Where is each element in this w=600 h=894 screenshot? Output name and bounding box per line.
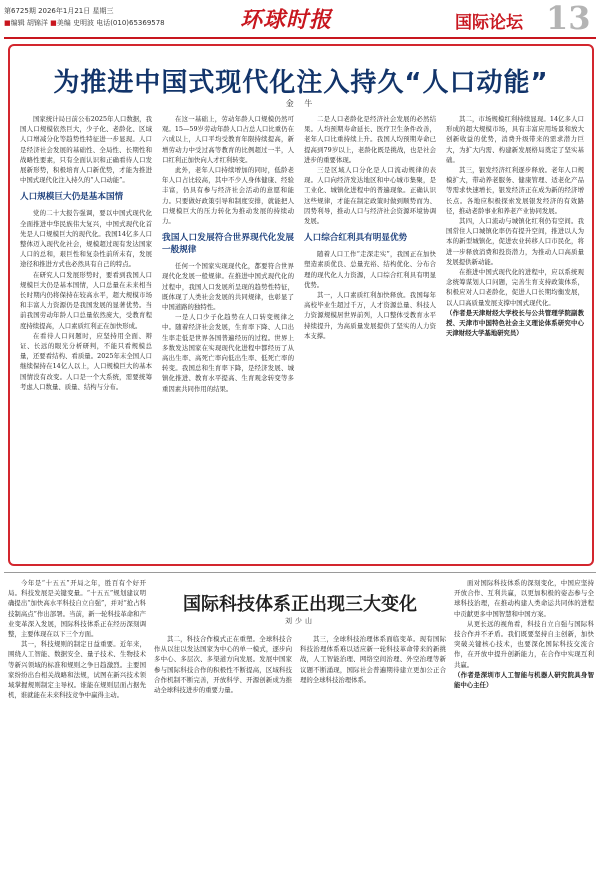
section3-paragraph: 其三，银发经济红利逐步释放。老年人口规模扩大，带动养老服务、健康管理、适老化产品等需求快速增长，银发经济正在成为新的经济增长点。各地应积极探索发展银发经济的有效路径，推动老龄事业和养老产业协同发展。	[446, 166, 584, 215]
bottom-article-author: 刘少山	[285, 617, 315, 625]
issue-number: 第6725期	[4, 7, 36, 15]
editor-label: 编辑	[10, 19, 25, 27]
section2-heading: 我国人口发展符合世界现代化发展一般规律	[162, 233, 294, 256]
section1-paragraph: 在研究人口发展形势时，要看到我国人口规模巨大仍是基本国情，人口总量在未来相当长时期内仍将保持在较高水平，超大规模市场和丰富人力资源仍是我国发展的显著优势。当前我国劳动年龄人口总量依然庞大，受教育程度持续提高，人口素质红利正在加快形成。	[20, 270, 152, 330]
section2-paragraph: 一是人口少子化趋势在人口转变规律之中。随着经济社会发展，生育率下降、人口出生率走低是世界各国普遍经历的过程。世界上多数发达国家在实现现代化进程中都经历了从高出生率、高死亡率向低出生率、低死亡率的转变。我国总和生育率下降，是经济发展、城镇化推进、教育水平提高、生育观念转变等多重因素共同作用的结果。	[162, 313, 294, 393]
section2-paragraph: 三是区域人口分化是人口流动规律的表现。人口向经济发达地区和中心城市集聚，是工业化、城镇化进程中的普遍现象。正确认识这些规律，才能在制定政策时做到顺势而为、因势利导，推动人口与经济社会资源环境协调发展。	[304, 166, 436, 226]
top-article-column-1	[20, 114, 152, 562]
bottom-article-signature: （作者是深圳市人工智能与机器人研究院具身智能中心主任）	[454, 670, 594, 690]
section2-paragraph: 二是人口老龄化是经济社会发展的必然结果。人均预期寿命延长、医疗卫生条件改善，老年人口比重持续上升。我国人均预期寿命已提高到79岁以上，老龄化既是挑战，也是社会进步的重要体现。	[304, 115, 436, 164]
section1-paragraph: 此外，老年人口持续增加的同时，低龄老年人口占比较高，其中不少人身体健康、经验丰富，仍具有参与经济社会活动的意愿和能力。只要做好政策引导和制度安排，就能把人口规模巨大的压力转化为推动发展的持续动力。	[162, 166, 294, 226]
bottom-article-paragraph: 从更长远的视角看，科技自立自强与国际科技合作并不矛盾。我们既要坚持自主创新，加快突破关键核心技术，也要深化国际科技交流合作，在开放中提升创新能力，在合作中实现互利共赢。	[454, 619, 594, 669]
section2-paragraph: 任何一个国家实现现代化，都要符合世界现代化发展一般规律。在推进中国式现代化的过程中，我国人口发展所呈现的趋势性特征，既体现了人类社会发展的共同规律，也彰显了中国道路的独特性。	[162, 262, 294, 312]
bottom-article-column-3	[300, 634, 446, 890]
phone-number: (010)65369578	[110, 19, 165, 27]
section-title: 国际论坛	[455, 13, 523, 33]
section3-paragraph: 其一，人口素质红利加快释放。我国每年高校毕业生超过千万，人才资源总量、科技人力资源规模居世界前列，人口整体受教育水平持续提升，为高质量发展提供了坚实的人力资本支撑。	[304, 291, 436, 340]
section3-paragraph: 随着人口工作“走深走实”，我国正在加快塑造素质优良、总量充裕、结构优化、分布合理的现代化人力资源，人口综合红利具有明显优势。	[304, 250, 436, 289]
page-number: 13	[546, 0, 591, 37]
top-article-title: 为推进中国式现代化注入持久“人口动能”	[53, 68, 549, 98]
top-article-box	[8, 44, 594, 566]
designer-label: 美编	[56, 19, 71, 27]
top-article-column-2	[162, 114, 294, 562]
section1-paragraph: 在这一基础上，劳动年龄人口规模仍然可观。15—59岁劳动年龄人口占总人口比重仍在六成以上，人口平均受教育年限持续提高，新增劳动力中受过高等教育的比例超过一半，人口红利正加快向人才红利转变。	[162, 115, 294, 164]
bottom-article-column-4	[454, 578, 594, 890]
masthead	[0, 0, 600, 40]
top-article-signature: （作者是天津财经大学校长与公共管理学院副教授、天津市中国特色社会主义理论体系研究中心天津财经大学基地研究员）	[446, 308, 584, 338]
top-article-column-3	[304, 114, 436, 562]
designer-name: 史明波	[72, 19, 94, 27]
section3-heading: 人口综合红利具有明显优势	[304, 233, 408, 244]
bottom-article-column-1	[8, 578, 146, 890]
section1-paragraph: 党的二十大报告强调，要以中国式现代化全面推进中华民族伟大复兴，中国式现代化首先是人口规模巨大的现代化。我国14亿多人口整体迈入现代化社会，规模超过现有发达国家人口的总和，艰巨性和复杂性前所未有，发展途径和推进方式也必然具有自己的特点。	[20, 209, 152, 269]
phone-label: 电话	[96, 19, 111, 27]
issue-date: 2026年1月21日	[38, 7, 91, 15]
section3-paragraph: 其四，人口流动与城镇化红利仍有空间。我国常住人口城镇化率仍有提升空间，推进以人为本的新型城镇化，促进农业转移人口市民化，将进一步释放消费和投资潜力，为推动人口高质量发展提供新动能。	[446, 217, 584, 266]
top-article-author: 金 牛	[285, 99, 317, 108]
newspaper-logo: 环球时报	[240, 7, 333, 33]
bottom-article-paragraph: 其三，全球科技治理体系面临变革。现有国际科技治理体系难以适应新一轮科技革命带来的新挑战，人工智能治理、网络空间治理、外空治理等新议题不断涌现，国际社会普遍期待建立更加公正合理的全球科技治理体系。	[300, 635, 446, 684]
bottom-article-column-2	[154, 634, 292, 890]
editor-name: 胡锦洋	[26, 19, 48, 27]
bottom-article-paragraph: 其二，科技合作模式正在重塑。全球科技合作从以往以发达国家为中心的单一模式，逐步向多中心、多层次、多渠道方向发展。发展中国家参与国际科技合作的积极性不断提高，区域科技合作机制不断完善，开放科学、开源创新成为推动全球科技进步的重要力量。	[154, 635, 292, 695]
section1-heading: 人口规模巨大仍是基本国情	[20, 192, 124, 203]
section3-paragraph: 在推进中国式现代化的进程中，应以系统观念统筹谋划人口问题，完善生育支持政策体系，积极应对人口老龄化，促进人口长期均衡发展，以人口高质量发展支撑中国式现代化。	[446, 268, 584, 307]
top-article-column-4	[446, 114, 584, 562]
section3-paragraph: 其二，市场规模红利持续显现。14亿多人口形成的超大规模市场，具有丰富应用场景和放大创新收益的优势，消费升级带来的需求潜力巨大，为扩大内需、构建新发展格局奠定了坚实基础。	[446, 115, 584, 164]
issue-weekday: 星期三	[92, 7, 114, 15]
bottom-article-paragraph: 面对国际科技体系的深刻变化，中国应坚持开放合作、互利共赢，以更加积极的姿态参与全球科技治理，在推动构建人类命运共同体的进程中贡献更多中国智慧和中国方案。	[454, 579, 594, 618]
masthead-info: 第6725期 2026年1月21日 星期三 ■编辑 胡锦洋 ■美编 史明波 电话(010)65369578	[4, 7, 165, 27]
section1-paragraph: 在看待人口问题时，应坚持用全面、辩证、长远的眼光分析研判，不能只看规模总量，还要看结构、看质量。2025年末全国人口继续保持在14亿人以上，人口规模巨大的基本国情没有改变。人口是一个大系统，需要统筹考虑人口数量、质量、结构与分布。	[20, 331, 152, 391]
bottom-article-paragraph: 其一，科技规则的制定日益重要。近年来，围绕人工智能、数据安全、量子技术、生物技术等新兴领域的标准和规则之争日趋激烈。主要国家纷纷出台相关战略和法规，试图在新兴技术领域掌握规则制定主导权。谁能在规则层面占据先机，谁就能在未来科技竞争中赢得主动。	[8, 640, 146, 700]
top-article-lead: 国家统计局日前公布2025年人口数据，我国人口规模依然巨大，少子化、老龄化、区域人口增减分化等趋势性特征进一步显现。人口是经济社会发展的基础性、全局性、长期性和战略性要素，只有全面认识和正确看待人口发展新形势，积极培育人口新优势，才能为推进中国式现代化注入持久的“人口动能”。	[20, 115, 152, 185]
bottom-article-title: 国际科技体系正出现三大变化	[183, 594, 417, 615]
masthead-rule	[4, 37, 596, 39]
bottom-article-paragraph: 今年是“十五五”开局之年，胜百有个好开局。科技发展是关键变量。“十五五”规划建议明确提出“加快高水平科技自立自强”，并对“抢占科技制高点”作出部署。当前，新一轮科技革命和产业变革深入发展，国际科技体系正在经历深刻调整，主要体现在以下三个方面。	[8, 579, 146, 639]
bottom-article-divider	[4, 572, 596, 573]
